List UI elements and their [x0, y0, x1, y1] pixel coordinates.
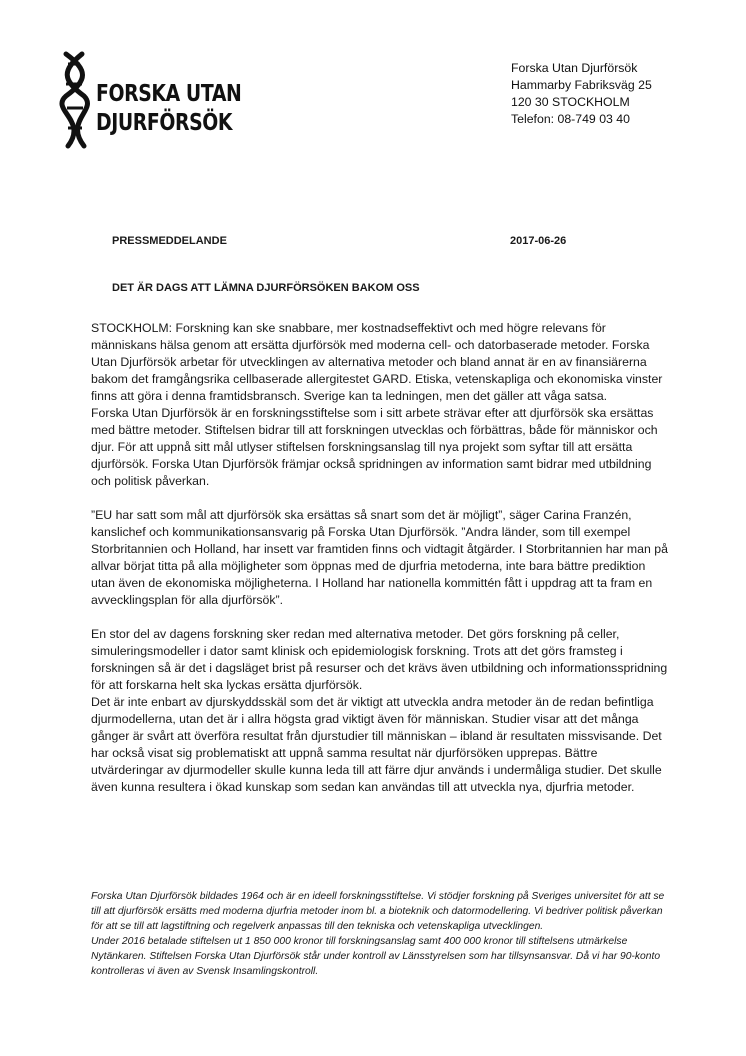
body-paragraph-1: STOCKHOLM: Forskning kan ske snabbare, mer kostnadseffektivt och med högre relevans för människans hälsa genom att ersätta djurförsök med moderna cell- och datorbaserade metoder. Forska Utan Djurförsök arbetar för utvecklingen av alternativa metoder och bland annat är en av finansiärerna bakom det framgångsrika cellbaserade allergitestet GARD. Etiska, vetenskapliga och ekonomiska vinster finns att göra i denna framtidsbransch. Sverige kan ta ledningen, men det gäller att våga satsa.: [91, 321, 663, 403]
address-org: Forska Utan Djurförsök: [511, 61, 638, 75]
body-paragraph-2: Forska Utan Djurförsök är en forskningsstiftelse som i sitt arbete strävar efter att djurförsök ska ersättas med bättre metoder. Stiftelsen bidrar till att forskningen utvecklas och förbättras, både för människor och djur. För att uppnå sitt mål utlyser stiftelsen forskningsanslag till nya projekt som syftar till att ersätta djurförsök. Forska Utan Djurförsök främjar också spridningen av information samt bidrar med utbildning och politisk påverkan.: [91, 406, 658, 488]
organization-logo: [58, 50, 248, 150]
body-paragraph-3: ”EU har satt som mål att djurförsök ska ersättas så snart som det är möjligt”, säger Carina Franzén, kanslichef och kommunikationsansvarig på Forska Utan Djurförsök. ”Andra länder, som till exempel Storbritannien och Holland, har insett var framtiden finns och vidtagit åtgärder. I Storbritannien har man på allvar börjat titta på alla möjligheter som öppnas med de djurfria metoderna, inte bara bättre prediktion utan även de ekonomiska möjligheterna. I Holland har nationella kommittén fått i uppdrag att ta fram en avvecklingsplan för alla djurförsök”.: [91, 508, 668, 607]
address-city: 120 30 STOCKHOLM: [511, 95, 630, 109]
dna-helix-icon: [58, 50, 100, 150]
logo-line-2: DJURFÖRSÖK: [96, 110, 233, 136]
address-phone: Telefon: 08-749 03 40: [511, 112, 630, 126]
organization-footer-note: [91, 889, 671, 979]
sender-address: [511, 60, 652, 128]
press-release-body: [91, 320, 671, 796]
footer-paragraph-2: Under 2016 betalade stiftelsen ut 1 850 000 kronor till forskningsanslag samt 400 000 kronor till stiftelsens utmärkelse Nytänkaren. Stiftelsen Forska Utan Djurförsök står under kontroll av Länsstyrelsen som har tillsynsansvar. Då vi har 90-konto kontrolleras vi även av Svensk Insamlingskontroll.: [91, 936, 661, 977]
body-paragraph-4: En stor del av dagens forskning sker redan med alternativa metoder. Det görs forskning på celler, simuleringsmodeller i dator samt klinisk och epidemiologisk forskning. Trots att det görs framsteg i forskningen så är det i dagsläget brist på resurser och det krävs även utbildning och informationsspridning för att forskarna helt ska lyckas ersätta djurförsök.: [91, 627, 668, 692]
address-street: Hammarby Fabriksväg 25: [511, 78, 652, 92]
press-release-date: 2017-06-26: [510, 235, 567, 247]
logo-line-1: FORSKA UTAN: [96, 81, 242, 107]
press-release-headline: DET ÄR DAGS ATT LÄMNA DJURFÖRSÖKEN BAKOM OSS: [112, 282, 420, 294]
footer-paragraph-1: Forska Utan Djurförsök bildades 1964 och är en ideell forskningsstiftelse. Vi stödjer forskning på Sveriges universitet för att se till att djurförsök ersätts med moderna djurfria metoder inom bl. a bioteknik och datormodellering. Vi bedriver politisk påverkan för att se till att lagstiftning och regelverk anpassas till den tekniska och vetenskapliga utvecklingen.: [91, 891, 665, 932]
logo-wordmark: [96, 80, 241, 138]
body-paragraph-5: Det är inte enbart av djurskyddsskäl som det är viktigt att utveckla andra metoder än de redan befintliga djurmodellerna, utan det är i allra högsta grad viktigt även för människan. Studier visar att det många gånger är svårt att överföra resultat från djurstudier till människan – ibland är resultaten missvisande. Det har också visat sig problematiskt att uppnå samma resultat när djurförsöken upprepas. Bättre utvärderingar av djurmodeller skulle kunna leda till att färre djur används i undermåliga studier. Det skulle även kunna resultera i ökad kunskap som sedan kan användas till att utveckla nya, djurfria metoder.: [91, 695, 662, 794]
press-release-label: PRESSMEDDELANDE: [112, 235, 227, 247]
